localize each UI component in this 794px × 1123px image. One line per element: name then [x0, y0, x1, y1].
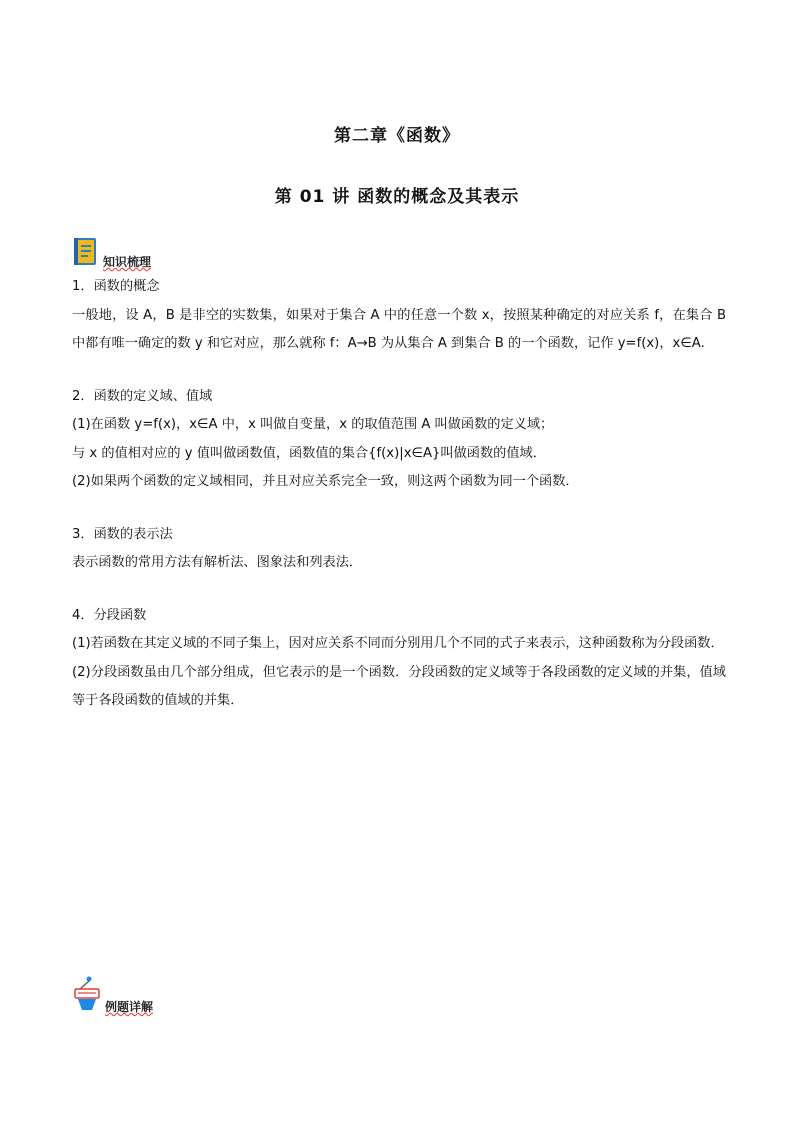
section-heading: 4．分段函数	[72, 607, 147, 623]
examples-section-badge	[72, 976, 153, 1016]
lamp-icon	[72, 976, 102, 1016]
knowledge-label: 知识梳理	[103, 255, 152, 269]
content-body	[72, 273, 726, 716]
lecture-title: 第 01 讲 函数的概念及其表示	[274, 187, 520, 207]
paragraph: (2)分段函数虽由几个部分组成，但它表示的是一个函数．分段函数的定义域等于各段函数的定义域的并集，值域等于各段函数的值域的并集．	[72, 664, 726, 708]
paragraph: 与 x 的值相对应的 y 值叫做函数值，函数值的集合{f(x)|x∈A}叫做函数的值域．	[72, 445, 546, 461]
paragraph: 一般地，设 A，B 是非空的实数集，如果对于集合 A 中的任意一个数 x，按照某种确定的对应关系 f，在集合 B 中都有唯一确定的数 y 和它对应，那么就称 f：A→B 为从集合 A 到集合 B 的一个函数，记作 y=f(x)，x∈A.	[72, 307, 726, 351]
chapter-title: 第二章《函数》	[334, 126, 460, 146]
book-icon	[72, 237, 100, 271]
paragraph: (1)在函数 y=f(x)，x∈A 中，x 叫做自变量，x 的取值范围 A 叫做函数的定义域；	[72, 417, 554, 432]
knowledge-section-badge	[72, 237, 151, 271]
section-heading: 3．函数的表示法	[72, 526, 173, 542]
section-heading: 1．函数的概念	[72, 279, 160, 294]
paragraph: (1)若函数在其定义域的不同子集上，因对应关系不同而分别用几个不同的式子来表示，这种函数称为分段函数．	[72, 636, 724, 651]
examples-label: 例题详解	[105, 1000, 154, 1014]
paragraph: (2)如果两个函数的定义域相同，并且对应关系完全一致，则这两个函数为同一个函数．	[72, 474, 579, 489]
paragraph: 表示函数的常用方法有解析法、图象法和列表法．	[72, 555, 363, 570]
section-heading: 2．函数的定义域、值域	[72, 388, 213, 404]
